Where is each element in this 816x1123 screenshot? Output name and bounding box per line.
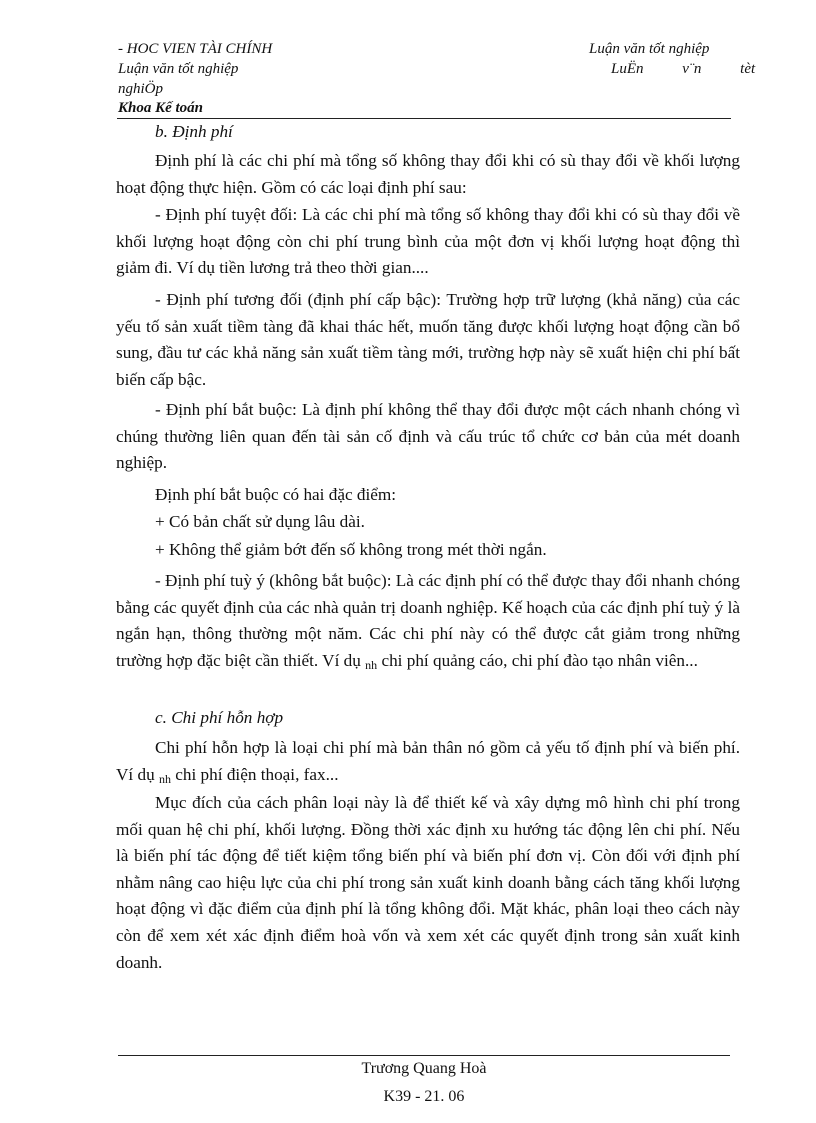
header-divider [117,118,731,119]
footer-class-code: K39 - 21. 06 [383,1088,465,1105]
list-item-long-term: + Có bản chất sử dụng lâu dài. [155,512,365,531]
paragraph-discretionary-tail: chi phí quảng cáo, chi phí đào tạo nhân viên... [381,650,698,670]
paragraph-fixed-cost-definition: Định phí là các chi phí mà tổng số không thay đổi khi có sù thay đổi về khối lượng hoạt động thực hiện. Gồm có các loại định phí sau: [116,151,740,197]
header-thesis-right-garbled: LuËn v¨n tèt [611,61,756,77]
paragraph-absolute-fixed-cost: - Định phí tuyệt đối: Là các chi phí mà tổng số không thay đổi khi có sù thay đổi về khối lượng hoạt động còn chi phí trung bình của một đơn vị khối lượng hoạt động thì giảm đi. Ví dụ tiền lương trả theo thời gian.... [116,205,740,278]
paragraph-mixed-tail: chi phí điện thoại, fax... [175,764,339,784]
paragraph-discretionary-fixed-cost [116,568,740,678]
section-heading-mixed-cost: c. Chi phí hỗn hợp [155,708,284,727]
paragraph-committed-fixed-cost: - Định phí bắt buộc: Là định phí không thể thay đổi được một cách nhanh chóng vì chúng thường liên quan đến tài sản cố định và cấu trúc tổ chức cơ bản của mét doanh nghiệp. [116,400,740,473]
section-heading-fixed-cost: b. Định phí [155,122,233,141]
paragraph-discretionary-text: - Định phí tuỳ ý (không bắt buộc): Là các định phí có thể được thay đổi nhanh chóng bằng các quyết định của các nhà quản trị doanh nghiệp. Kế hoạch của các định phí tuỳ ý là ngắn hạn, thông thường một năm. Các chi phí này có thể được cắt giảm trong những trường hợp đặc biệt cần thiết. Ví dụ [116,571,740,670]
paragraph-committed-features: Định phí bắt buộc có hai đặc điểm: [155,485,397,504]
header-school: - HOC VIEN TÀI CHÍNH [118,41,273,57]
header-faculty: Khoa Kế toán [118,100,204,116]
footer-divider [118,1055,730,1056]
garbled-fragment-2: nh [158,771,171,786]
paragraph-mixed-cost-definition [116,735,740,792]
paragraph-classification-purpose: Mục đích của cách phân loại này là để thiết kế và xây dựng mô hình chi phí trong mối quan hệ chi phí, khối lượng. Đồng thời xác định xu hướng tác động lên chi phí. Nếu là biến phí tác động để tiết kiệm tổng biến phí và biến phí đơn vị. Còn đối với định phí nhằm nâng cao hiệu lực của chi phí trong sản xuất kinh doanh bằng cách tăng khối lượng hoạt động vì đặc điểm của định phí là tổng không đổi. Mặt khác, phân loại theo cách này còn để xem xét xác định điểm hoà vốn và xem xét các quyết định trong sản xuất kinh doanh. [116,793,740,972]
garbled-fragment: nh [365,657,378,672]
paragraph-mixed-text: Chi phí hỗn hợp là loại chi phí mà bản thân nó gồm cả yếu tố định phí và biến phí. Ví dụ [116,738,740,784]
footer-author: Trương Quang Hoà [361,1060,487,1077]
header-fragment: nghiÖp [118,81,163,97]
list-item-not-reducible: + Không thể giảm bớt đến số không trong mét thời ngắn. [155,540,547,559]
header-thesis-right: Luận văn tốt nghiệp [589,41,710,57]
paragraph-relative-fixed-cost: - Định phí tương đối (định phí cấp bậc): Trường hợp trữ lượng (khả năng) của các yếu tố sản xuất tiềm tàng đã khai thác hết, muốn tăng được khối lượng hoạt động cần bổ sung, đầu tư các khả năng sản xuất tiềm tàng mới, trường hợp này sẽ xuất hiện chi phí bất biến cấp bậc. [116,290,740,389]
header-thesis-left: Luận văn tốt nghiệp [118,61,239,77]
